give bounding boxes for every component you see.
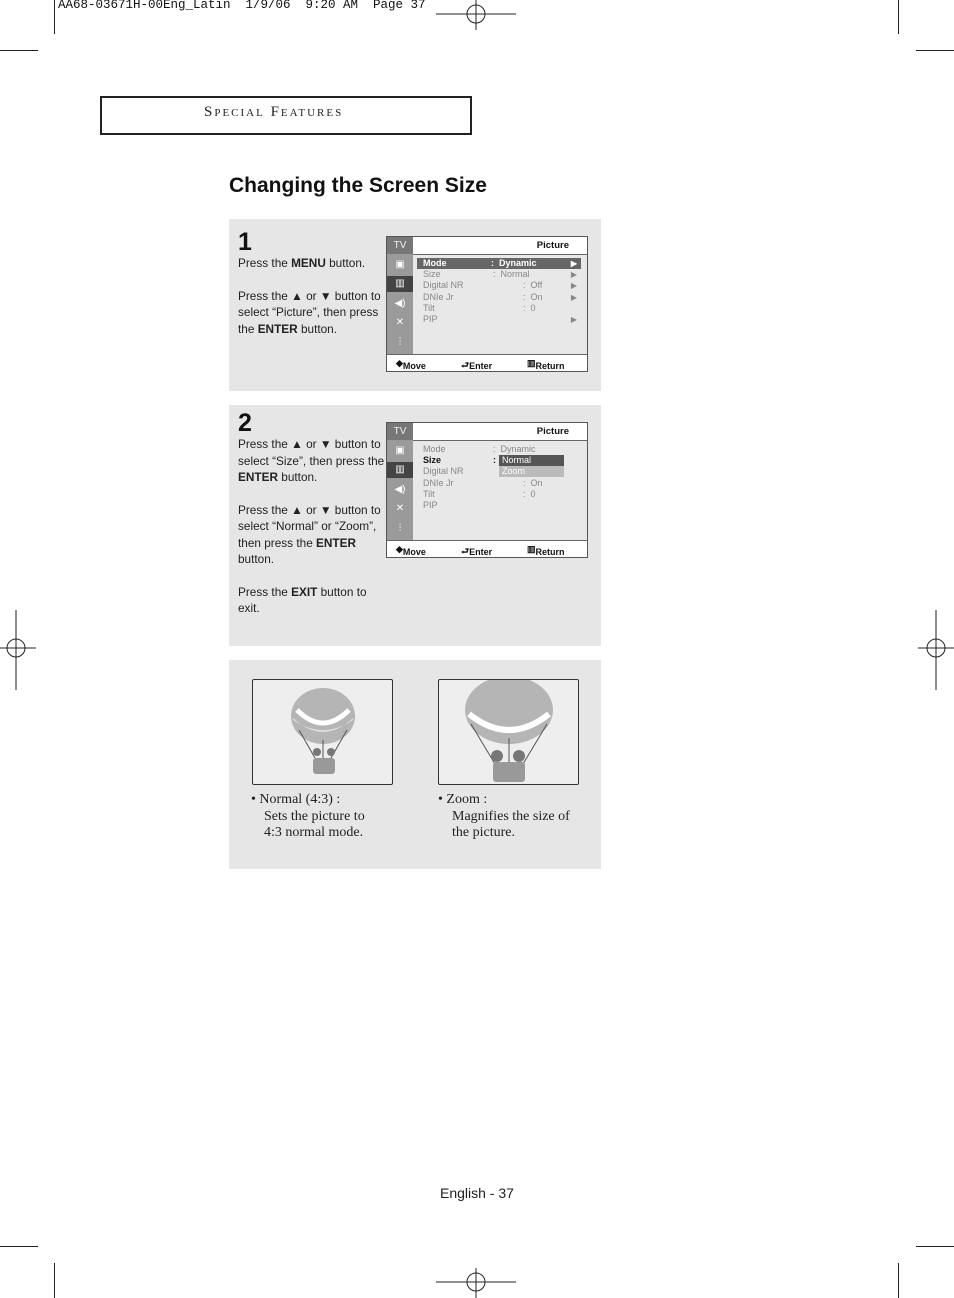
step-2-instructions: Press the ▲ or ▼ button to select “Size”, then press the ENTER button. Press the ▲ or ▼ button to select “Normal” or “Zoom”, then press the ENTER button. Press the EXIT button to exit. [238, 437, 385, 615]
osd-return: ▥ Return [527, 358, 565, 371]
sound-icon: ◀) [394, 298, 406, 309]
osd-enter: ⮐ Enter [461, 360, 493, 371]
osd-row-mode[interactable]: Mode : Dynamic ▶ [417, 258, 581, 269]
step-1-instructions: Press the MENU button. Press the ▲ or ▼ button to select “Picture”, then press the ENTER button. [238, 256, 381, 336]
print-slug: AA68-03671H-00Eng_Latin 1/9/06 9:20 AM Page 37 [58, 0, 426, 12]
osd-row-size[interactable]: Size : Normal ▶ [423, 269, 577, 279]
crop-mark [54, 0, 55, 34]
crop-mark [0, 50, 38, 51]
osd-enter: ⮐ Enter [461, 546, 493, 557]
channel-icon: ✕ [395, 317, 405, 328]
registration-mark [436, 1268, 516, 1298]
input-icon: ▣ [395, 259, 405, 270]
crop-mark [916, 50, 954, 51]
osd-row-tilt[interactable]: Tilt : 0 [423, 303, 536, 313]
registration-mark [0, 610, 36, 690]
osd-row-tilt[interactable]: Tilt : 0 [423, 489, 536, 499]
section-title: Special Features [204, 104, 344, 120]
setup-icon: ⫶ [398, 523, 402, 534]
osd-row-dnie-jr[interactable]: DNIe Jr : On [423, 478, 543, 488]
crop-mark [898, 1263, 899, 1298]
page-title: Changing the Screen Size [229, 174, 487, 197]
normal-mode-image [252, 679, 393, 785]
osd-row-pip[interactable]: PIP ▶ [423, 314, 577, 324]
osd-row-pip[interactable]: PIP [423, 500, 438, 510]
osd-picture-menu [386, 236, 588, 372]
step-number: 2 [238, 409, 252, 437]
page-number: English - 37 [440, 1185, 514, 1201]
osd-option-normal[interactable]: Normal [499, 455, 564, 466]
osd-row-digital-nr[interactable]: Digital NR : Off ▶ [423, 280, 577, 290]
osd-return: ▥ Return [527, 544, 565, 557]
osd-option-zoom[interactable]: Zoom [499, 466, 564, 477]
input-icon: ▣ [395, 445, 405, 456]
crop-mark [898, 0, 899, 34]
setup-icon: ⫶ [398, 337, 402, 348]
osd-move: ◆ Move [396, 544, 426, 557]
osd-header: Picture [536, 426, 569, 437]
osd-move: ◆ Move [396, 358, 426, 371]
crop-mark [916, 1246, 954, 1247]
zoom-mode-image [438, 679, 579, 785]
picture-icon: ▥ [387, 276, 413, 292]
crop-mark [0, 1246, 38, 1247]
tv-label: TV [387, 237, 413, 254]
osd-row-size[interactable]: Size : [423, 455, 496, 465]
channel-icon: ✕ [395, 503, 405, 514]
osd-row-digital-nr[interactable]: Digital NR [423, 466, 464, 476]
zoom-caption: • Zoom : Magnifies the size of the picture. [438, 792, 570, 840]
osd-size-menu [386, 422, 588, 558]
normal-caption: • Normal (4:3) : Sets the picture to 4:3 normal mode. [251, 792, 365, 840]
osd-row-mode[interactable]: Mode : Dynamic [423, 444, 536, 454]
osd-row-dnie-jr[interactable]: DNIe Jr : On ▶ [423, 292, 577, 302]
picture-icon: ▥ [387, 462, 413, 478]
registration-mark [918, 610, 954, 690]
crop-mark [54, 1263, 55, 1298]
sound-icon: ◀) [394, 484, 406, 495]
tv-label: TV [387, 423, 413, 440]
osd-header: Picture [536, 240, 569, 251]
step-number: 1 [238, 228, 252, 256]
registration-mark [436, 0, 516, 30]
